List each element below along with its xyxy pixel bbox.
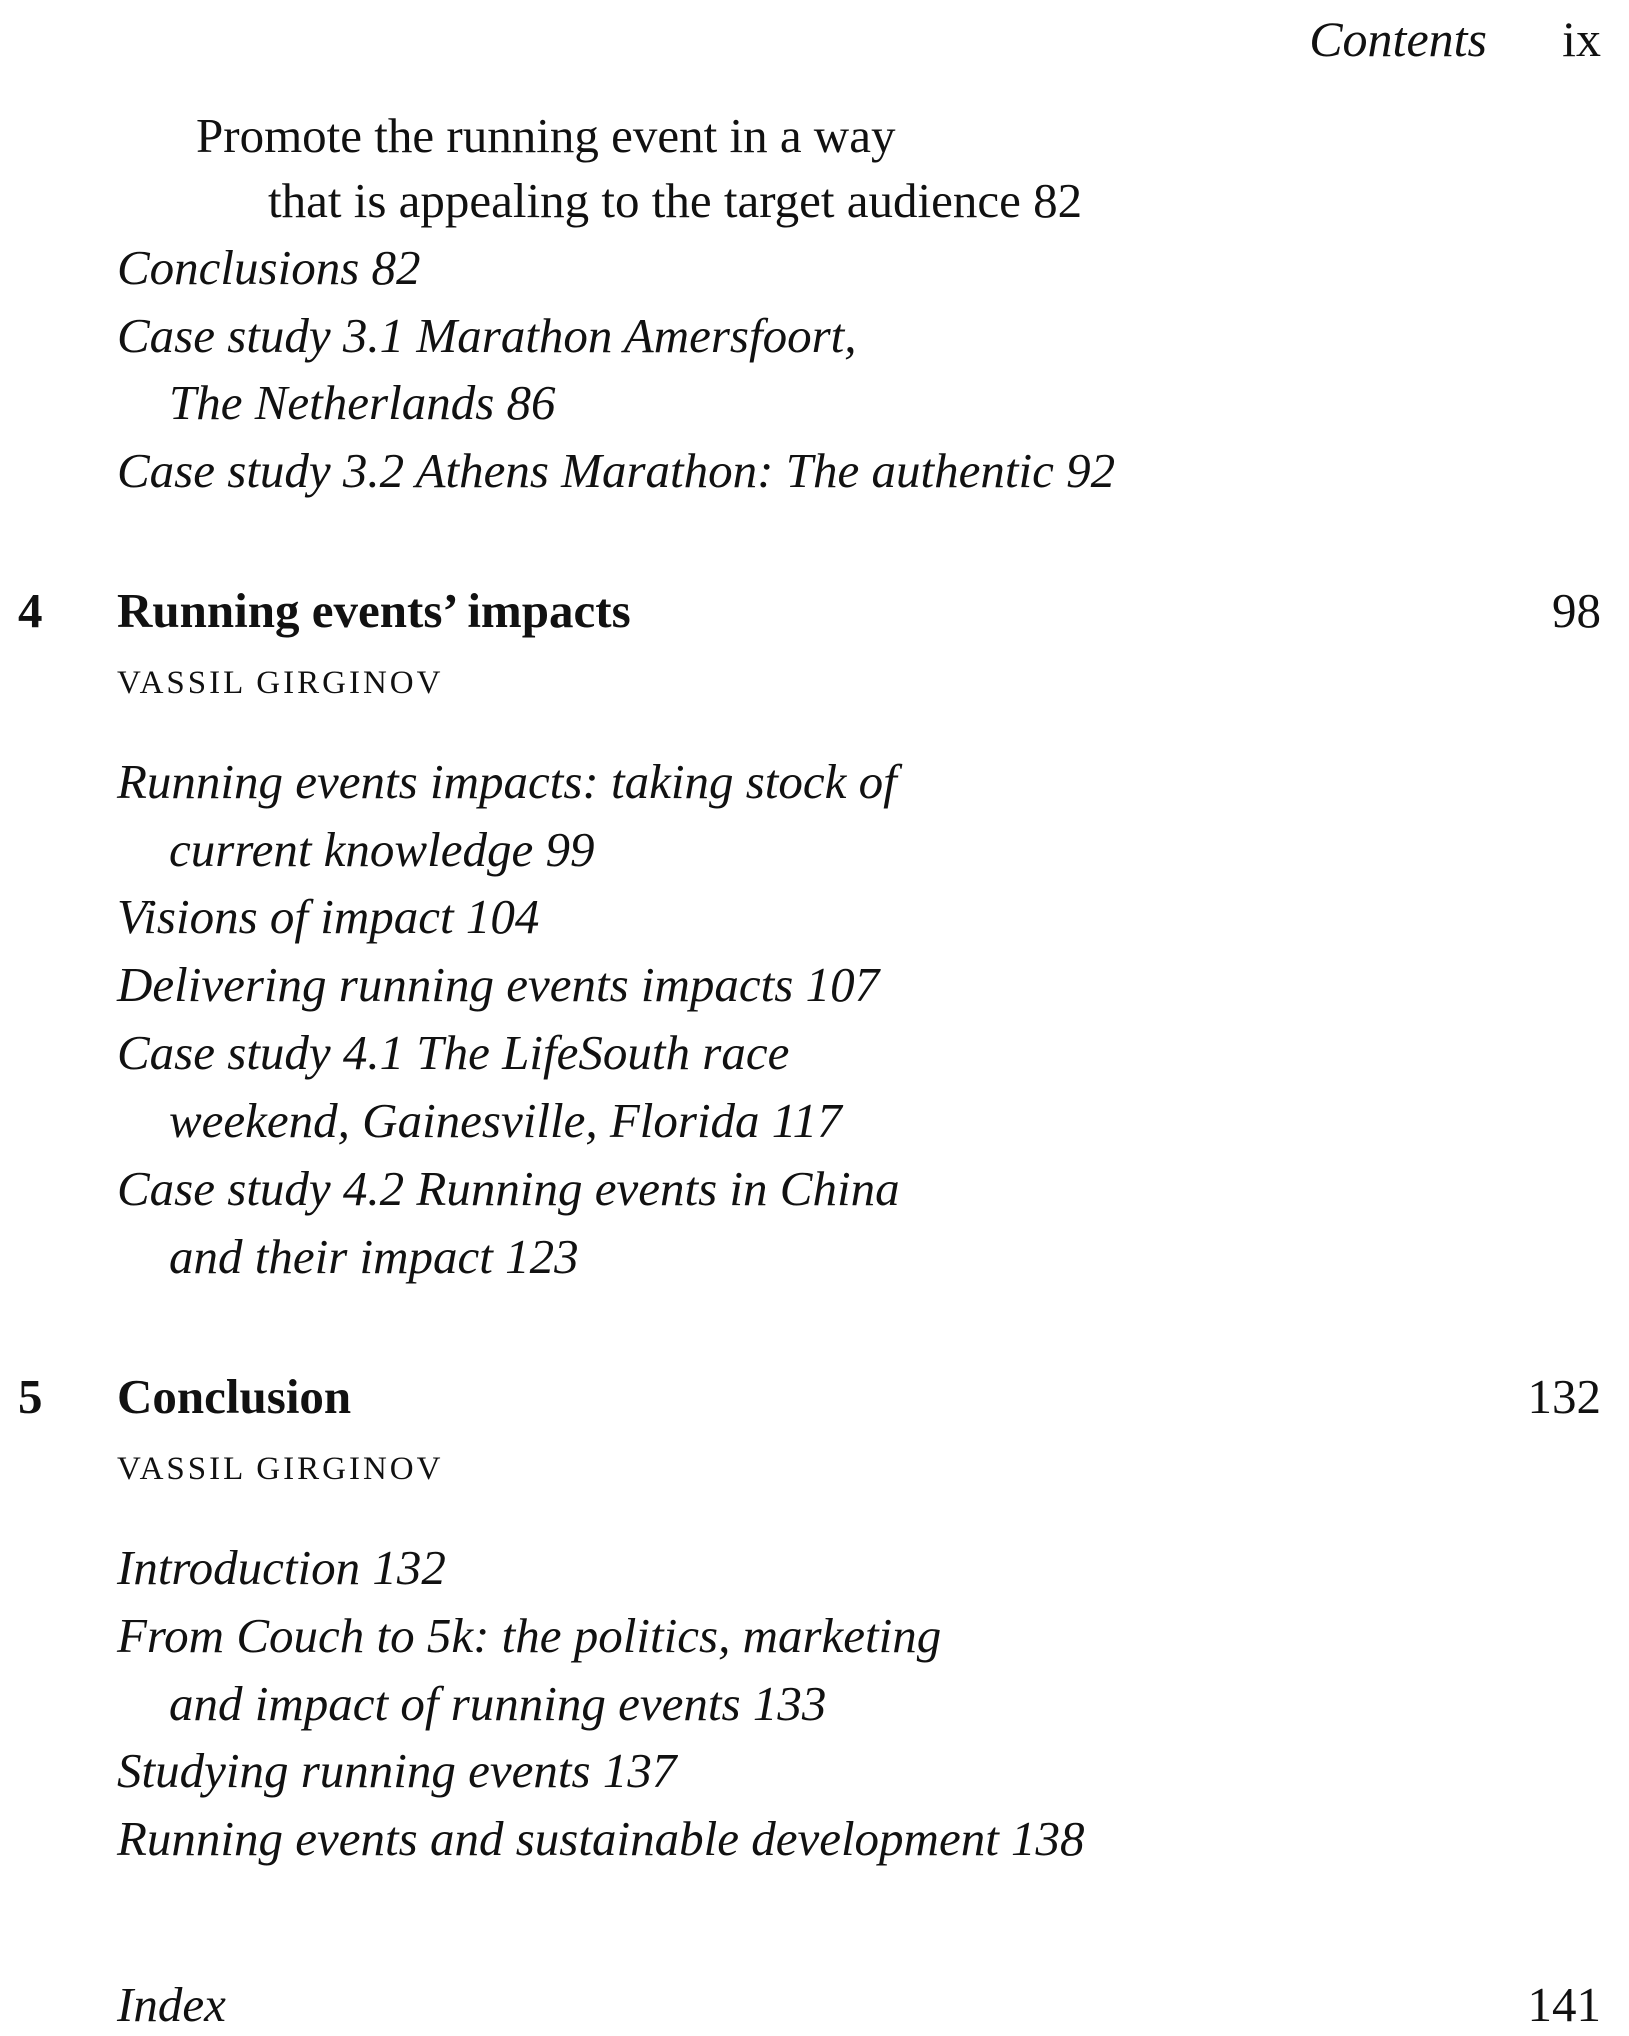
toc-entry-case-study-3-1-line1: Case study 3.1 Marathon Amersfoort, [117, 308, 857, 363]
chapter-5-section-1: Introduction 132 [117, 1540, 446, 1595]
chapter-4-section-2: Visions of impact 104 [117, 889, 540, 944]
chapter-4-number: 4 [18, 583, 43, 638]
running-head-title: Contents [1309, 11, 1487, 67]
chapter-5-section-2-line1: From Couch to 5k: the politics, marketing [117, 1608, 942, 1663]
chapter-4-page-number: 98 [1552, 583, 1601, 638]
chapter-4-section-5-line1: Case study 4.2 Running events in China [117, 1161, 900, 1216]
chapter-5-section-4: Running events and sustainable development 138 [117, 1811, 1085, 1866]
chapter-4-section-1-line2: current knowledge 99 [169, 822, 595, 877]
toc-entry-conclusions: Conclusions 82 [117, 240, 421, 295]
chapter-4-section-1-line1: Running events impacts: taking stock of [117, 754, 897, 809]
chapter-5-number: 5 [18, 1369, 43, 1424]
chapter-4-section-3: Delivering running events impacts 107 [117, 957, 880, 1012]
running-head-page-number: ix [1562, 11, 1601, 67]
chapter-4-section-5-line2: and their impact 123 [169, 1229, 579, 1284]
chapter-4-title: Running events’ impacts [117, 583, 631, 638]
chapter-5-page-number: 132 [1527, 1369, 1601, 1424]
chapter-5-author: VASSIL GIRGINOV [117, 1451, 444, 1487]
chapter-5-section-2-line2: and impact of running events 133 [169, 1676, 827, 1731]
chapter-4-author: VASSIL GIRGINOV [117, 665, 444, 701]
toc-entry-case-study-3-2: Case study 3.2 Athens Marathon: The authentic 92 [117, 443, 1116, 498]
index-title: Index [117, 1977, 226, 2032]
index-page-number: 141 [1527, 1977, 1601, 2032]
toc-entry-case-study-3-1-line2: The Netherlands 86 [169, 375, 556, 430]
chapter-4-section-4-line2: weekend, Gainesville, Florida 117 [169, 1093, 842, 1148]
chapter-5-title: Conclusion [117, 1369, 352, 1424]
chapter-5-section-3: Studying running events 137 [117, 1743, 677, 1798]
chapter-4-section-4-line1: Case study 4.1 The LifeSouth race [117, 1025, 790, 1080]
toc-entry-promote-line1: Promote the running event in a way [196, 108, 896, 163]
toc-entry-promote-line2: that is appealing to the target audience 82 [268, 173, 1083, 228]
